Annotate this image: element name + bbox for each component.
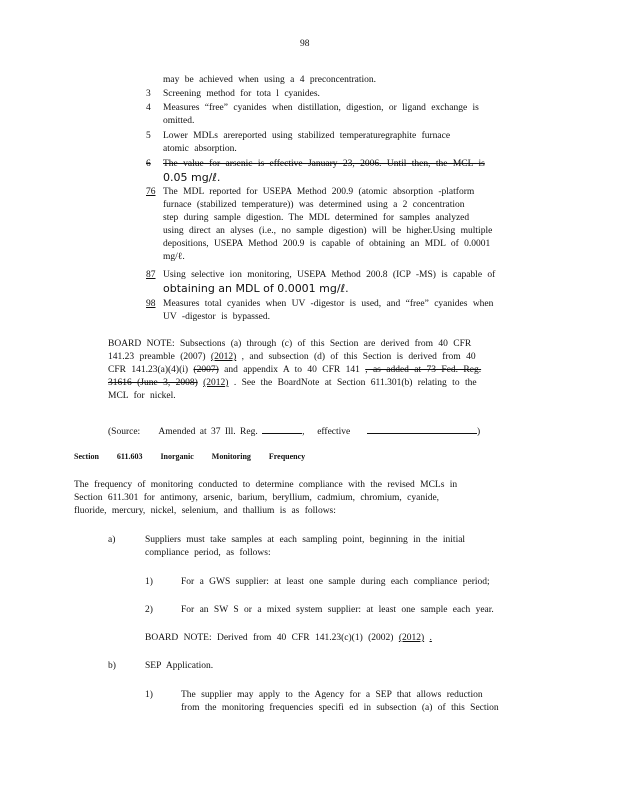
note-6-number: 6 <box>146 159 151 169</box>
note-6-line-1: The value for arsenic is effective January 23, 2006. Until then, the MCL is <box>163 159 485 169</box>
board-note-text: 141.23 preamble (2007) <box>108 352 206 362</box>
note-5-line-2: atomic absorption. <box>163 144 237 154</box>
board-note-deletion: 31616 (June 3, 2008) <box>108 378 198 388</box>
note-7-line-1: The MDL reported for USEPA Method 200.9 (atomic absorption -platform <box>163 187 475 197</box>
subsection-a-1-text: For a GWS supplier: at least one sample during each compliance period; <box>181 577 490 587</box>
board-note-line-1: BOARD NOTE: Subsections (a) through (c) of this Section are derived from 40 CFR <box>108 339 472 349</box>
source-close: ) <box>477 427 481 437</box>
note-5-number: 5 <box>146 131 151 141</box>
intro-line-1: The frequency of monitoring conducted to determine compliance with the revised MCLs in <box>74 480 458 490</box>
board-note-insert: (2012) <box>210 352 237 362</box>
note-4-line-2: omitted. <box>163 116 195 126</box>
note-3-text: Screening method for tota l cyanides. <box>163 89 320 99</box>
board-note-text: , and subsection (d) of this Section is derived from 40 <box>241 352 476 362</box>
subsection-a-label: a) <box>108 535 116 545</box>
note-3-number: 3 <box>146 89 151 99</box>
note-7-line-5: depositions, USEPA Method 200.9 is capable of obtaining an MDL of 0.0001 <box>163 239 491 249</box>
section-heading: Section 611.603 Inorganic Monitoring Frequency <box>74 452 306 461</box>
register-blank <box>262 424 302 434</box>
source-line: (Source: Amended at 37 Ill. Reg. , effective ) <box>108 424 480 438</box>
note-8-number: 87 <box>146 270 156 280</box>
subsection-a-2-text: For an SW S or a mixed system supplier: at least one sample each year. <box>181 605 494 615</box>
note-4-number: 4 <box>146 103 151 113</box>
board-note-line-4 <box>108 377 477 389</box>
board-note-deletion: , as added at 73 Fed. Reg. <box>365 365 482 375</box>
board-note-insert: . <box>429 633 432 643</box>
subsection-b-title: SEP Application. <box>145 661 214 671</box>
board-note-text: CFR 141.23(a)(4)(i) <box>108 365 189 375</box>
note-6-line-2: 0.05 mg/ℓ. <box>163 171 221 184</box>
note-9-line-1: Measures total cyanides when UV -digestor is used, and “free” cyanides when <box>163 299 494 309</box>
intro-line-3: fluoride, mercury, nickel, selenium, and thallium is as follows: <box>74 506 336 516</box>
note-4-line-1: Measures “free” cyanides when distillation, digestion, or ligand exchange is <box>163 103 479 113</box>
board-note-line-3 <box>108 364 481 376</box>
board-note-line-5: MCL for nickel. <box>108 391 176 401</box>
board-note-text: . See the BoardNote at Section 611.301(b) relating to the <box>233 378 477 388</box>
note-7-line-6: mg/ℓ. <box>163 252 185 262</box>
subsection-a-board-note <box>145 632 432 644</box>
source-text: Amended at 37 Ill. Reg. <box>158 427 258 437</box>
note-9-line-2: UV -digestor is bypassed. <box>163 312 270 322</box>
board-note-insert: (2012) <box>398 633 425 643</box>
note-7-line-4: using direct an alyses (i.e., no sample digestion) will be higher.Using multiple <box>163 226 493 236</box>
subsection-b-1-number: 1) <box>145 690 153 700</box>
note-7-line-2: furnace (stabilized temperature)) was determined using a 2 concentration <box>163 200 465 210</box>
intro-line-2: Section 611.301 for antimony, arsenic, barium, beryllium, cadmium, chromium, cyanide, <box>74 493 440 503</box>
note-8-line-2: obtaining an MDL of 0.0001 mg/ℓ. <box>163 282 349 295</box>
note-7-line-3: step during sample digestion. The MDL determined for samples analyzed <box>163 213 470 223</box>
subsection-b-label: b) <box>108 661 116 671</box>
note-9-number: 98 <box>146 299 156 309</box>
board-note-line-2 <box>108 351 476 363</box>
note-8-line-1: Using selective ion monitoring, USEPA Method 200.8 (ICP -MS) is capable of <box>163 270 496 280</box>
subsection-a-2-number: 2) <box>145 605 153 615</box>
subsection-a-line-1: Suppliers must take samples at each sampling point, beginning in the initial <box>145 535 466 545</box>
board-note-deletion: (2007) <box>193 365 219 375</box>
note-2-continuation: may be achieved when using a 4 preconcentration. <box>163 75 377 85</box>
board-note-text: and appendix A to 40 CFR 141 <box>224 365 360 375</box>
effective-date-blank <box>367 424 477 434</box>
subsection-a-line-2: compliance period, as follows: <box>145 548 271 558</box>
board-note-text: BOARD NOTE: Derived from 40 CFR 141.23(c)(1) (2002) <box>145 633 394 643</box>
subsection-a-1-number: 1) <box>145 577 153 587</box>
note-7-number: 76 <box>146 187 156 197</box>
source-prefix: (Source: <box>108 427 141 437</box>
note-5-line-1: Lower MDLs arereported using stabilized temperaturegraphite furnace <box>163 131 451 141</box>
subsection-b-1-line-1: The supplier may apply to the Agency for a SEP that allows reduction <box>181 690 483 700</box>
page-number: 98 <box>300 39 310 49</box>
source-effective: effective <box>317 427 351 437</box>
board-note-insert: (2012) <box>203 378 229 388</box>
subsection-b-1-line-2: from the monitoring frequencies specifi ed in subsection (a) of this Section <box>181 703 499 713</box>
